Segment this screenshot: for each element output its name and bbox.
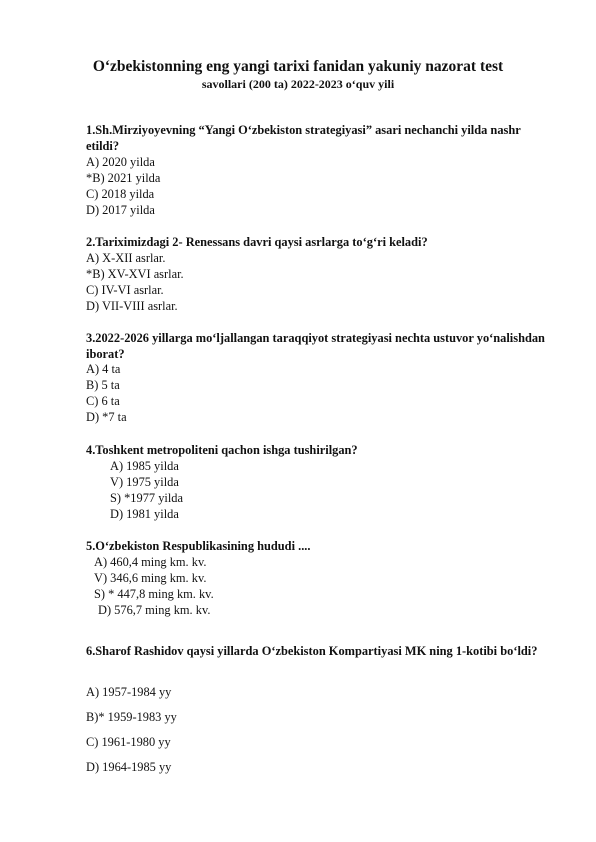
answer-option: A) 1985 yilda <box>110 459 179 473</box>
answer-option: D) 1981 yilda <box>110 507 179 521</box>
answer-option: *B) 2021 yilda <box>86 171 161 185</box>
question-text: 1.Sh.Mirziyoyevning “Yangi O‘zbekiston strategiyasi” asari nechanchi yilda nashr etildi? <box>86 123 521 153</box>
answer-option: D) 2017 yilda <box>86 203 155 217</box>
question-text: 2.Tariximizdagi 2- Renessans davri qaysi asrlarga to‘g‘ri keladi? <box>86 235 428 249</box>
answer-option: D) 1964-1985 yy <box>86 760 172 774</box>
answer-option: *B) XV-XVI asrlar. <box>86 267 184 281</box>
answer-option: S) * 447,8 ming km. kv. <box>94 587 214 601</box>
answer-option: A) X-XII asrlar. <box>86 251 166 265</box>
answer-option: C) 2018 yilda <box>86 187 155 201</box>
answer-option: D) VII-VIII asrlar. <box>86 299 178 313</box>
answer-option: B)* 1959-1983 yy <box>86 710 177 724</box>
answer-option: A) 4 ta <box>86 362 121 376</box>
question-text: 4.Toshkent metropoliteni qachon ishga tushirilgan? <box>86 443 358 457</box>
question-text: 5.O‘zbekiston Respublikasining hududi .... <box>86 539 311 553</box>
answer-option: C) 1961-1980 yy <box>86 735 171 749</box>
answer-option: A) 460,4 ming km. kv. <box>94 555 207 569</box>
answer-option: C) IV-VI asrlar. <box>86 283 164 297</box>
answer-option: V) 1975 yilda <box>110 475 179 489</box>
answer-option: V) 346,6 ming km. kv. <box>94 571 207 585</box>
answer-option: A) 1957-1984 yy <box>86 685 172 699</box>
answer-option: B) 5 ta <box>86 378 120 392</box>
document-subtitle: savollari (200 ta) 2022-2023 o‘quv yili <box>201 77 395 91</box>
answer-option: C) 6 ta <box>86 394 120 408</box>
answer-option: A) 2020 yilda <box>86 155 155 169</box>
answer-option: D) 576,7 ming km. kv. <box>98 603 211 617</box>
question-text: 6.Sharof Rashidov qaysi yillarda O‘zbekiston Kompartiyasi MK ning 1-kotibi bo‘ldi? <box>86 644 538 658</box>
answer-option: D) *7 ta <box>86 410 127 424</box>
question-text: 3.2022-2026 yillarga mo‘ljallangan taraqqiyot strategiyasi nechta ustuvor yo‘nalishdan iborat? <box>86 331 545 361</box>
document-title: O‘zbekistonning eng yangi tarixi fanidan yakuniy nazorat test <box>92 58 504 75</box>
answer-option: S) *1977 yilda <box>110 491 183 505</box>
